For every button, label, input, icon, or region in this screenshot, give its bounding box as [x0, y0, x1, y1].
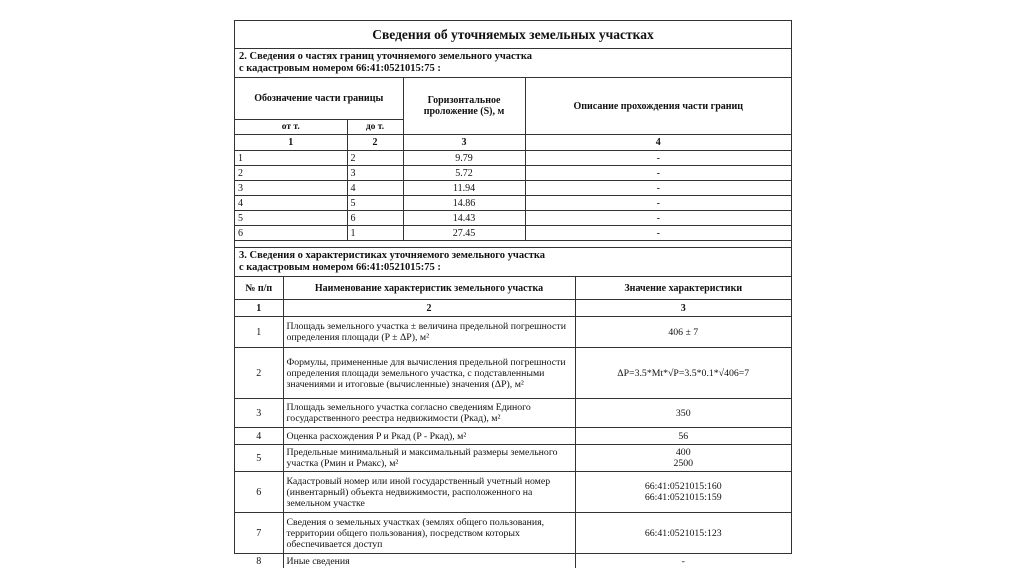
length-cell: 11.94: [403, 181, 525, 196]
point-from-cell: 3: [235, 181, 347, 196]
column-number: 1: [235, 300, 283, 317]
table-row: [235, 472, 791, 513]
description-cell: -: [525, 166, 791, 181]
section-2-title-line2: с кадастровым номером 66:41:0521015:75 :: [239, 63, 441, 74]
table-row: [235, 181, 791, 196]
section-3-title-line2: с кадастровым номером 66:41:0521015:75 :: [239, 262, 441, 273]
length-cell: 27.45: [403, 226, 525, 241]
characteristic-name-cell: Оценка расхождения P и Ркад (P - Ркад), м²: [283, 428, 575, 445]
description-cell: -: [525, 181, 791, 196]
table-row: [235, 428, 791, 445]
row-number-cell: 3: [235, 399, 283, 428]
description-cell: -: [525, 151, 791, 166]
description-cell: -: [525, 211, 791, 226]
boundary-parts-table: [235, 78, 791, 241]
length-cell: 9.79: [403, 151, 525, 166]
characteristic-value-cell: [575, 317, 791, 348]
characteristic-value-cell: [575, 472, 791, 513]
row-number-cell: 5: [235, 445, 283, 472]
characteristic-name-cell: Формулы, примененные для вычисления предельной погрешности определения площади земельного участка, с подставленными значениями и итоговые (вычисленные) значения (ΔP), м²: [283, 348, 575, 399]
point-from-cell: 4: [235, 196, 347, 211]
section-2-title: [235, 49, 791, 78]
table-row: [235, 196, 791, 211]
point-to-cell: 1: [347, 226, 403, 241]
point-from-cell: 6: [235, 226, 347, 241]
table-row: [235, 399, 791, 428]
point-to-cell: 6: [347, 211, 403, 226]
length-cell: 14.43: [403, 211, 525, 226]
header-description: Описание прохождения части границ: [525, 78, 791, 135]
point-to-cell: 3: [347, 166, 403, 181]
characteristic-name-cell: Сведения о земельных участках (землях общего пользования, территории общего пользования), посредством которых обеспечивается доступ: [283, 513, 575, 554]
boundary-parts-body: [235, 151, 791, 241]
header-characteristic-value: Значение характеристики: [575, 277, 791, 300]
characteristic-value-cell: [575, 513, 791, 554]
column-number: 3: [403, 135, 525, 151]
characteristic-value-cell: [575, 348, 791, 399]
row-number-cell: 4: [235, 428, 283, 445]
table-row: [235, 445, 791, 472]
table-row: [235, 513, 791, 554]
table-row: [235, 166, 791, 181]
characteristic-name-cell: Площадь земельного участка согласно сведениям Единого государственного реестра недвижимости (Ркад), м²: [283, 399, 575, 428]
characteristic-value-cell: [575, 399, 791, 428]
column-number: 4: [525, 135, 791, 151]
row-number-cell: 1: [235, 317, 283, 348]
header-number: № п/п: [235, 277, 283, 300]
characteristic-value-cell: [575, 445, 791, 472]
value-line: 406 ± 7: [668, 326, 699, 338]
section-3-title-line1: 3. Сведения о характеристиках уточняемого земельного участка: [239, 250, 546, 261]
section-2-title-line1: 2. Сведения о частях границ уточняемого земельного участка: [239, 51, 532, 62]
point-from-cell: 2: [235, 166, 347, 181]
value-line: -: [681, 555, 685, 567]
document-title: Сведения об уточняемых земельных участках: [235, 21, 791, 49]
value-line: ΔP=3.5*Mt*√P=3.5*0.1*√406=7: [617, 367, 750, 379]
length-cell: 14.86: [403, 196, 525, 211]
length-cell: 5.72: [403, 166, 525, 181]
value-line: 350: [675, 407, 691, 419]
description-cell: -: [525, 196, 791, 211]
point-to-cell: 5: [347, 196, 403, 211]
row-number-cell: 8: [235, 554, 283, 569]
row-number-cell: 6: [235, 472, 283, 513]
value-line: 400: [675, 447, 691, 458]
characteristic-value-cell: [575, 554, 791, 569]
header-characteristic-name: Наименование характеристик земельного участка: [283, 277, 575, 300]
table-row: [235, 226, 791, 241]
characteristic-name-cell: Предельные минимальный и максимальный размеры земельного участка (Рмин и Рмакс), м²: [283, 445, 575, 472]
section-3-title: [235, 247, 791, 277]
value-line: 66:41:0521015:159: [644, 492, 722, 503]
column-number: 3: [575, 300, 791, 317]
column-number: 2: [283, 300, 575, 317]
column-number: 2: [347, 135, 403, 151]
row-number-cell: 7: [235, 513, 283, 554]
characteristic-value-cell: [575, 428, 791, 445]
point-from-cell: 5: [235, 211, 347, 226]
value-line: 56: [678, 430, 689, 442]
value-line: 66:41:0521015:160: [644, 481, 722, 492]
value-line: 2500: [673, 458, 694, 469]
value-line: 66:41:0521015:123: [644, 527, 722, 539]
point-to-cell: 2: [347, 151, 403, 166]
column-number: 1: [235, 135, 347, 151]
table-row: [235, 211, 791, 226]
characteristic-name-cell: Площадь земельного участка ± величина предельной погрешности определения площади (P ± ΔP), м²: [283, 317, 575, 348]
table-row: [235, 348, 791, 399]
table-row: [235, 554, 791, 569]
header-horizontal-length: Горизонтальное проложение (S), м: [403, 78, 525, 135]
point-from-cell: 1: [235, 151, 347, 166]
characteristic-name-cell: Иные сведения: [283, 554, 575, 569]
characteristics-table: [235, 277, 791, 568]
characteristics-body: [235, 317, 791, 569]
header-to-point: до т.: [347, 120, 403, 135]
row-number-cell: 2: [235, 348, 283, 399]
document-sheet: [234, 20, 792, 567]
header-part-designation: Обозначение части границы: [235, 78, 403, 120]
point-to-cell: 4: [347, 181, 403, 196]
description-cell: -: [525, 226, 791, 241]
table-row: [235, 151, 791, 166]
header-from-point: от т.: [235, 120, 347, 135]
characteristic-name-cell: Кадастровый номер или иной государственный учетный номер (инвентарный) объекта недвижимости, расположенного на земельном участке: [283, 472, 575, 513]
table-row: [235, 317, 791, 348]
